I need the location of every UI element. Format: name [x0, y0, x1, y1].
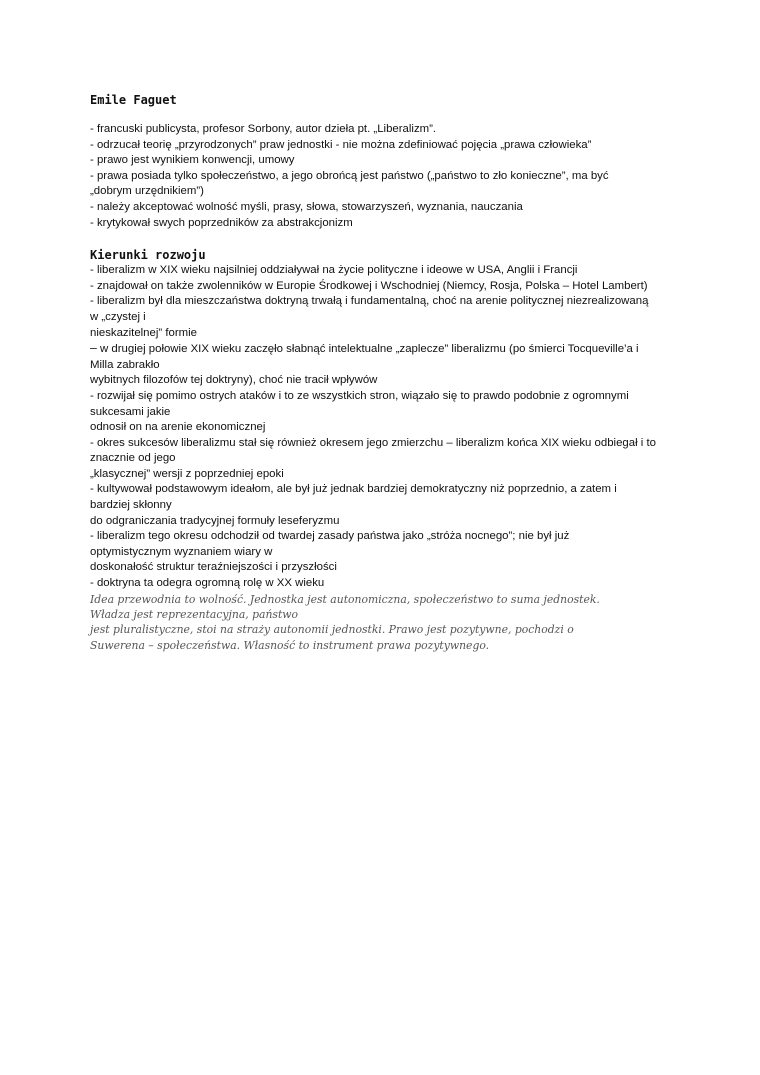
- text-line: nieskazitelnej” formie: [90, 326, 197, 339]
- text-line: - należy akceptować wolność myśli, prasy, słowa, stowarzyszeń, wyznania, nauczania: [90, 200, 523, 213]
- text-line: optymistycznym wyznaniem wiary w: [90, 545, 273, 558]
- text-line: - liberalizm tego okresu odchodził od twardej zasady państwa jako „stróża nocnego”; nie był już: [90, 530, 570, 543]
- section-kierunki-rozwoju-body: [90, 263, 680, 653]
- text-line: - odrzucał teorię „przyrodzonych” praw jednostki - nie można zdefiniować pojęcia „prawa człowieka”: [90, 138, 592, 151]
- section-heading-kierunki-rozwoju: Kierunki rozwoju: [90, 248, 206, 263]
- text-line: odnosił on na arenie ekonomicznej: [90, 421, 266, 434]
- text-line: – w drugiej połowie XIX wieku zaczęło słabnąć intelektualne „zaplecze” liberalizmu (po śmierci Tocqueville’a i: [90, 341, 639, 356]
- text-line: znacznie od jego: [90, 452, 176, 465]
- section-heading-emile-faguet: Emile Faguet: [90, 93, 177, 107]
- text-line: bardziej skłonny: [90, 499, 172, 512]
- text-line: - kultywował podstawowym ideałom, ale był już jednak bardziej demokratyczny niż poprzednio, a zatem i: [90, 483, 617, 496]
- text-line: - prawa posiada tylko społeczeństwo, a jego obrońcą jest państwo („państwo to zło konieczne”, ma być: [90, 169, 609, 182]
- text-line: - francuski publicysta, profesor Sorbony, autor dzieła pt. „Liberalizm”.: [90, 123, 437, 135]
- section-emile-faguet-body: [90, 122, 680, 231]
- italic-summary-line: jest pluralistyczne, stoi na straży autonomii jednostki. Prawo jest pozytywne, pochodzi o: [90, 623, 574, 637]
- italic-summary-line: Suwerena – społeczeństwa. Własność to instrument prawa pozytywnego.: [90, 638, 490, 652]
- text-line: „klasycznej” wersji z poprzedniej epoki: [90, 467, 284, 480]
- text-line: - liberalizm w XIX wieku najsilniej oddziaływał na życie polityczne i ideowe w USA, Anglii i Francji: [90, 264, 578, 277]
- text-line: sukcesami jakie: [90, 405, 171, 418]
- italic-summary-line: Władza jest reprezentacyjna, państwo: [90, 608, 299, 622]
- text-line: Milla zabrakło: [90, 358, 160, 371]
- text-line: wybitnych filozofów tej doktryny), choć nie tracił wpływów: [90, 374, 378, 387]
- text-line: - prawo jest wynikiem konwencji, umowy: [90, 154, 295, 167]
- text-line: „dobrym urzędnikiem”): [90, 185, 204, 198]
- text-line: - liberalizm był dla mieszczaństwa doktryną trwałą i fundamentalną, choć na arenie politycznej niezrealizowaną: [90, 295, 649, 308]
- text-line: do odgraniczania tradycyjnej formuły leseferyzmu: [90, 514, 340, 527]
- text-line: - doktryna ta odegra ogromną rolę w XX wieku: [90, 577, 325, 590]
- text-line: doskonałość struktur teraźniejszości i przyszłości: [90, 561, 337, 574]
- document-page: [90, 92, 680, 653]
- text-line: - rozwijał się pomimo ostrych ataków i to ze wszystkich stron, wiązało się to prawdo podobnie z ogromnymi: [90, 389, 629, 402]
- text-line: - krytykował swych poprzedników za abstrakcjonizm: [90, 216, 353, 229]
- text-line: w „czystej i: [90, 310, 146, 323]
- text-line: - znajdował on także zwolenników w Europie Środkowej i Wschodniej (Niemcy, Rosja, Polska – Hotel Lambert): [90, 279, 648, 292]
- text-line: - okres sukcesów liberalizmu stał się również okresem jego zmierzchu – liberalizm końca XIX wieku odbiegał i to: [90, 436, 656, 449]
- italic-summary-line: Idea przewodnia to wolność. Jednostka jest autonomiczna, społeczeństwo to suma jednostek.: [90, 592, 600, 606]
- section-gap: [90, 231, 680, 247]
